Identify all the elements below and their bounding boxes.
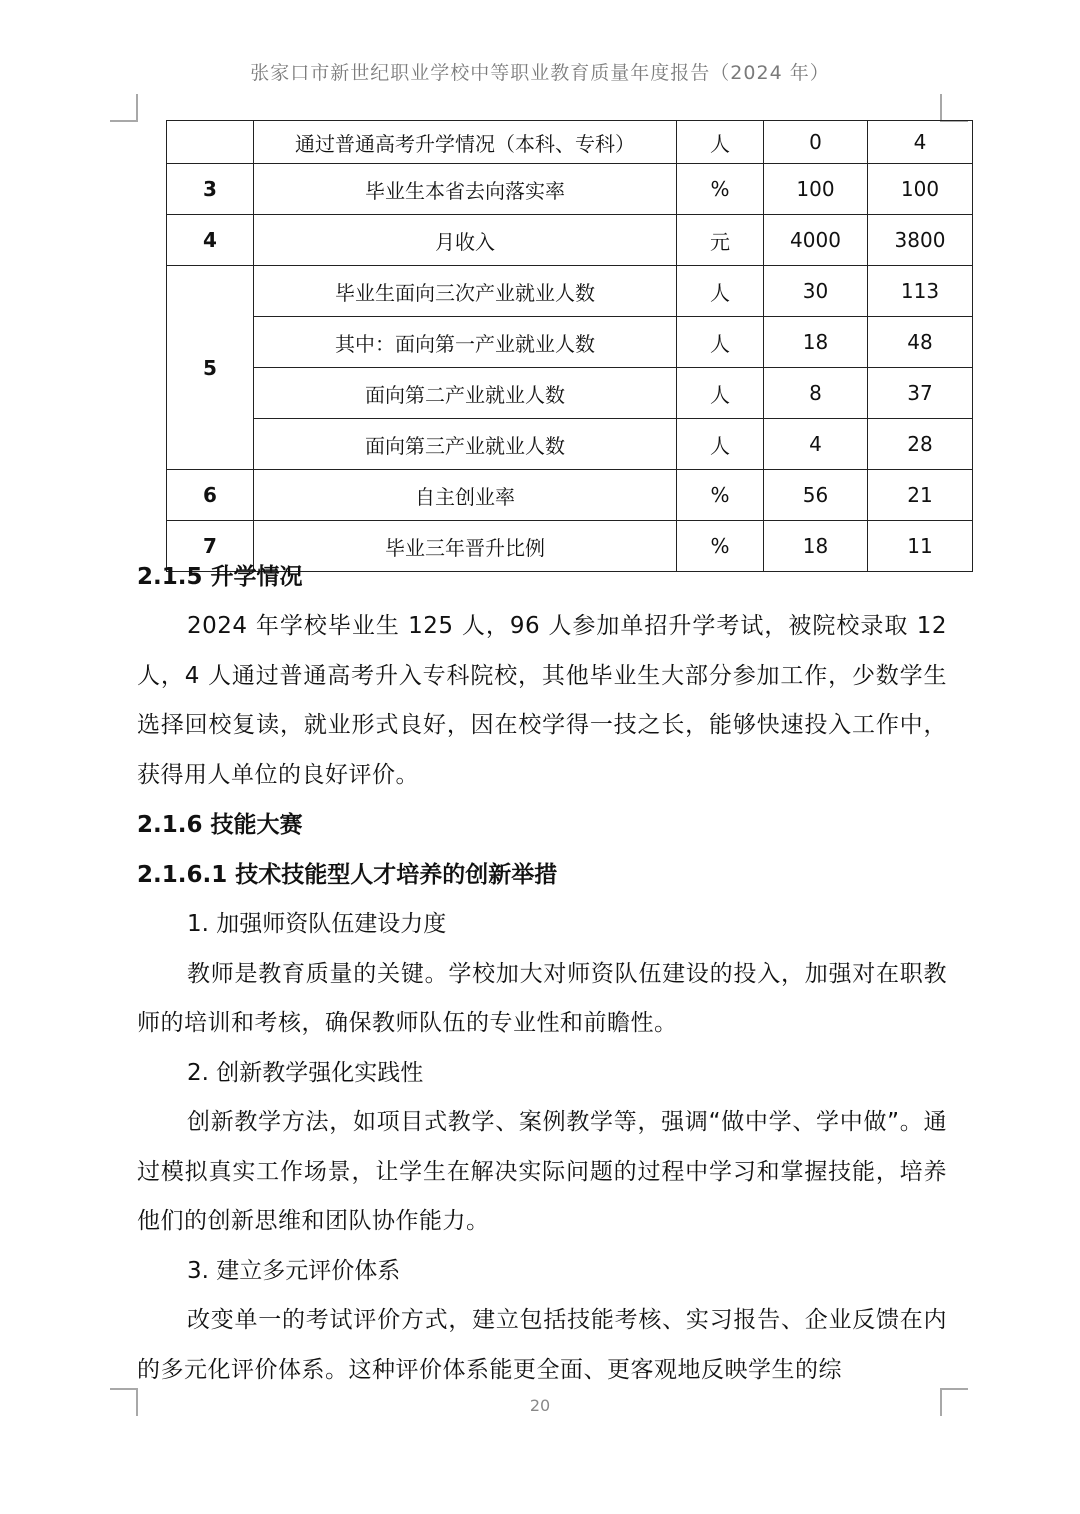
row-unit: 人 [677, 121, 764, 164]
row-number: 7 [167, 521, 254, 572]
row-value-1: 4 [764, 419, 868, 470]
row-number [167, 121, 254, 164]
row-value-1: 18 [764, 317, 868, 368]
section-heading-2-1-5: 2.1.5 升学情况 [137, 564, 303, 590]
row-unit: 元 [677, 215, 764, 266]
list-item-title-3: 3. 建立多元评价体系 [187, 1257, 401, 1284]
row-value-2: 4 [868, 121, 973, 164]
body-content [137, 552, 947, 1395]
row-value-1: 8 [764, 368, 868, 419]
table-row [167, 368, 973, 419]
crop-mark-top-right [940, 94, 968, 122]
row-number: 3 [167, 164, 254, 215]
row-value-2: 21 [868, 470, 973, 521]
row-value-2: 100 [868, 164, 973, 215]
table-row [167, 164, 973, 215]
row-value-2: 11 [868, 521, 973, 572]
row-unit: % [677, 521, 764, 572]
page-number: 20 [529, 1396, 551, 1415]
row-value-1: 100 [764, 164, 868, 215]
row-item: 其中：面向第一产业就业人数 [254, 317, 677, 368]
list-item-text-2: 创新教学方法，如项目式教学、案例教学等，强调“做中学、学中做”。通过模拟真实工作场景，让学生在解决实际问题的过程中学习和掌握技能，培养他们的创新思维和团队协作能力。 [137, 1109, 947, 1234]
employment-table [166, 120, 973, 572]
row-number: 4 [167, 215, 254, 266]
row-item: 毕业三年晋升比例 [254, 521, 677, 572]
row-item: 自主创业率 [254, 470, 677, 521]
row-item: 毕业生本省去向落实率 [254, 164, 677, 215]
row-value-1: 4000 [764, 215, 868, 266]
row-value-1: 0 [764, 121, 868, 164]
section-heading-2-1-6: 2.1.6 技能大赛 [137, 812, 303, 838]
page-header: 张家口市新世纪职业学校中等职业教育质量年度报告（2024 年） [250, 62, 830, 84]
list-item-title-1: 1. 加强师资队伍建设力度 [187, 911, 447, 937]
further-study-paragraph: 2024 年学校毕业生 125 人，96 人参加单招升学考试，被院校录取 12 人，4 人通过普通高考升入专科院校，其他毕业生大部分参加工作，少数学生选择回校复读，就业形式良好，因在校学得一技之长，能够快速投入工作中，获得用人单位的良好评价。 [137, 613, 947, 788]
row-value-2: 48 [868, 317, 973, 368]
row-unit: 人 [677, 317, 764, 368]
row-unit: 人 [677, 419, 764, 470]
table-row [167, 121, 973, 164]
row-number: 5 [167, 266, 254, 470]
table-row [167, 470, 973, 521]
row-value-1: 56 [764, 470, 868, 521]
row-value-2: 3800 [868, 215, 973, 266]
row-value-2: 113 [868, 266, 973, 317]
row-number: 6 [167, 470, 254, 521]
list-item-title-2: 2. 创新教学强化实践性 [187, 1059, 424, 1086]
row-value-2: 28 [868, 419, 973, 470]
row-item: 通过普通高考升学情况（本科、专科） [254, 121, 677, 164]
row-item: 毕业生面向三次产业就业人数 [254, 266, 677, 317]
row-unit: 人 [677, 266, 764, 317]
row-item: 面向第三产业就业人数 [254, 419, 677, 470]
table-row [167, 215, 973, 266]
crop-mark-top-left [110, 94, 138, 122]
row-item: 月收入 [254, 215, 677, 266]
section-heading-2-1-6-1: 2.1.6.1 技术技能型人才培养的创新举措 [137, 862, 558, 888]
table-row [167, 419, 973, 470]
row-value-1: 18 [764, 521, 868, 572]
row-unit: 人 [677, 368, 764, 419]
table-row [167, 317, 973, 368]
row-value-2: 37 [868, 368, 973, 419]
row-value-1: 30 [764, 266, 868, 317]
row-unit: % [677, 470, 764, 521]
row-unit: % [677, 164, 764, 215]
list-item-text-3: 改变单一的考试评价方式，建立包括技能考核、实习报告、企业反馈在内的多元化评价体系。这种评价体系能更全面、更客观地反映学生的综 [137, 1307, 947, 1383]
table-row [167, 266, 973, 317]
row-item: 面向第二产业就业人数 [254, 368, 677, 419]
list-item-text-1: 教师是教育质量的关键。学校加大对师资队伍建设的投入，加强对在职教师的培训和考核，确保教师队伍的专业性和前瞻性。 [137, 960, 947, 1036]
